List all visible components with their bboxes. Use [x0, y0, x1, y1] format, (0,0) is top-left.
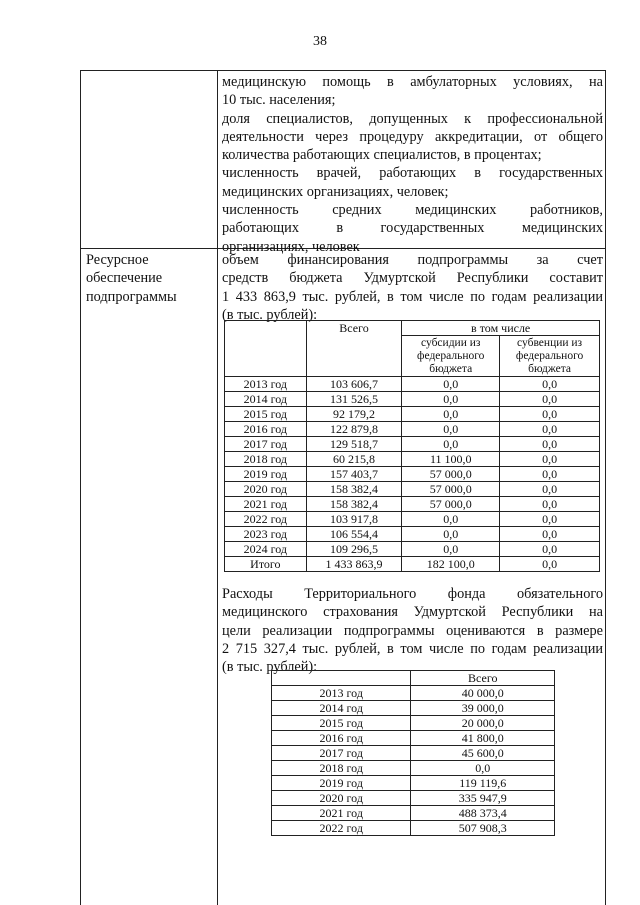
- table-row: [272, 776, 555, 791]
- total-cell: 507 908,3: [411, 821, 555, 836]
- subventions-cell: 0,0: [500, 437, 600, 452]
- year-cell: 2019 год: [225, 467, 307, 482]
- total-header: Всего: [306, 321, 402, 377]
- year-cell: 2016 год: [225, 422, 307, 437]
- subventions-cell: 0,0: [500, 422, 600, 437]
- subventions-cell: 0,0: [500, 392, 600, 407]
- total-cell: 1 433 863,9: [306, 557, 402, 572]
- text-line: количества работающих специалистов, в процентах;: [222, 147, 542, 164]
- subsidies-cell: 0,0: [402, 407, 500, 422]
- subventions-cell: 0,0: [500, 482, 600, 497]
- table-row: [225, 527, 600, 542]
- table-row: [225, 437, 600, 452]
- text-line: доля специалистов, допущенных к профессиональной: [222, 110, 603, 127]
- total-cell: 39 000,0: [411, 701, 555, 716]
- table-row: [272, 791, 555, 806]
- year-cell: 2019 год: [272, 776, 411, 791]
- text-line: объем финансирования подпрограммы за счет: [222, 252, 603, 268]
- total-cell: 45 600,0: [411, 746, 555, 761]
- total-cell: 60 215,8: [306, 452, 402, 467]
- text-line: деятельности через процедуру аккредитации, от общего: [222, 128, 603, 145]
- total-cell: 119 119,6: [411, 776, 555, 791]
- table-row: [225, 497, 600, 512]
- text-line: Расходы Территориального фонда обязательного: [222, 586, 603, 602]
- table-row: [272, 761, 555, 776]
- year-cell: 2017 год: [272, 746, 411, 761]
- table-row: [225, 407, 600, 422]
- text-line: медицинскую помощь в амбулаторных условиях, на: [222, 74, 603, 90]
- table-row: [272, 731, 555, 746]
- text-line: 1 433 863,9 тыс. рублей, в том числе по годам реализации: [222, 288, 603, 305]
- table-row: [225, 542, 600, 557]
- page-number: 38: [313, 34, 327, 49]
- subsidies-cell: 0,0: [402, 437, 500, 452]
- table-row: [272, 716, 555, 731]
- table-row: [225, 377, 600, 392]
- subsidies-cell: 57 000,0: [402, 467, 500, 482]
- subventions-cell: 0,0: [500, 377, 600, 392]
- total-cell: 0,0: [411, 761, 555, 776]
- text-line: медицинского страхования Удмуртской Республики на: [222, 604, 603, 621]
- subsidies-cell: 0,0: [402, 422, 500, 437]
- subventions-cell: 0,0: [500, 497, 600, 512]
- table-row: [272, 821, 555, 836]
- section-label: [86, 251, 214, 306]
- subsidies-cell: 11 100,0: [402, 452, 500, 467]
- total-cell: 129 518,7: [306, 437, 402, 452]
- subventions-cell: 0,0: [500, 557, 600, 572]
- text-line: организациях, человек: [222, 238, 360, 255]
- year-cell: 2017 год: [225, 437, 307, 452]
- funding-paragraph: [222, 251, 603, 324]
- text-line: 10 тыс. населения;: [222, 92, 336, 109]
- total-cell: 158 382,4: [306, 482, 402, 497]
- year-header: [225, 321, 307, 377]
- year-cell: 2015 год: [225, 407, 307, 422]
- label-line: Ресурсное: [86, 252, 149, 268]
- year-cell: Итого: [225, 557, 307, 572]
- text-line: цели реализации подпрограммы оцениваются в размере: [222, 622, 603, 639]
- program-table: [80, 70, 606, 905]
- subventions-cell: 0,0: [500, 407, 600, 422]
- budget-table: [224, 320, 600, 572]
- total-header: Всего: [411, 671, 555, 686]
- total-cell: 103 917,8: [306, 512, 402, 527]
- table-row: [225, 452, 600, 467]
- year-cell: 2022 год: [225, 512, 307, 527]
- year-cell: 2024 год: [225, 542, 307, 557]
- text-line: средств бюджета Удмуртской Республики составит: [222, 270, 603, 287]
- subventions-cell: 0,0: [500, 467, 600, 482]
- total-cell: 92 179,2: [306, 407, 402, 422]
- year-cell: 2014 год: [272, 701, 411, 716]
- total-cell: 158 382,4: [306, 497, 402, 512]
- subsidies-cell: 0,0: [402, 542, 500, 557]
- column-divider: [217, 71, 218, 905]
- total-cell: 157 403,7: [306, 467, 402, 482]
- total-cell: 40 000,0: [411, 686, 555, 701]
- table-row: [225, 557, 600, 572]
- subsidies-cell: 0,0: [402, 377, 500, 392]
- table-row: [225, 467, 600, 482]
- year-cell: 2023 год: [225, 527, 307, 542]
- table-row: [272, 746, 555, 761]
- total-cell: 106 554,4: [306, 527, 402, 542]
- year-cell: 2018 год: [225, 452, 307, 467]
- total-cell: 131 526,5: [306, 392, 402, 407]
- subsidies-cell: 0,0: [402, 527, 500, 542]
- subventions-cell: 0,0: [500, 512, 600, 527]
- year-cell: 2020 год: [225, 482, 307, 497]
- text-line: (в тыс. рублей):: [222, 659, 318, 676]
- table-row: [225, 482, 600, 497]
- total-cell: 109 296,5: [306, 542, 402, 557]
- year-cell: 2014 год: [225, 392, 307, 407]
- text-line: (в тыс. рублей):: [222, 306, 318, 323]
- label-line: обеспечение: [86, 270, 163, 287]
- total-cell: 41 800,0: [411, 731, 555, 746]
- subsidies-header: субсидии из федерального бюджета: [402, 336, 500, 377]
- year-cell: 2020 год: [272, 791, 411, 806]
- table-row: [272, 686, 555, 701]
- subventions-cell: 0,0: [500, 452, 600, 467]
- year-cell: 2013 год: [225, 377, 307, 392]
- subsidies-cell: 57 000,0: [402, 497, 500, 512]
- year-cell: 2015 год: [272, 716, 411, 731]
- year-header: [272, 671, 411, 686]
- text-line: численность врачей, работающих в государственных: [222, 165, 603, 182]
- total-cell: 488 373,4: [411, 806, 555, 821]
- subsidies-cell: 182 100,0: [402, 557, 500, 572]
- year-cell: 2021 год: [225, 497, 307, 512]
- fund-table: [271, 670, 555, 836]
- indicators-paragraph: [222, 73, 603, 256]
- subventions-header: субвенции из федерального бюджета: [500, 336, 600, 377]
- year-cell: 2022 год: [272, 821, 411, 836]
- total-cell: 103 606,7: [306, 377, 402, 392]
- table-row: [225, 512, 600, 527]
- table-row: [272, 806, 555, 821]
- text-line: медицинских организациях, человек;: [222, 183, 449, 200]
- fund-paragraph: [222, 585, 603, 676]
- text-line: численность средних медицинских работников,: [222, 202, 603, 219]
- text-line: работающих в государственных медицинских: [222, 220, 603, 237]
- year-cell: 2013 год: [272, 686, 411, 701]
- group-header: в том числе: [402, 321, 600, 336]
- subsidies-cell: 0,0: [402, 392, 500, 407]
- subventions-cell: 0,0: [500, 527, 600, 542]
- year-cell: 2018 год: [272, 761, 411, 776]
- text-line: 2 715 327,4 тыс. рублей, в том числе по годам реализации: [222, 640, 603, 657]
- total-cell: 335 947,9: [411, 791, 555, 806]
- table-row: [225, 422, 600, 437]
- subsidies-cell: 57 000,0: [402, 482, 500, 497]
- table-row: [225, 392, 600, 407]
- label-line: подпрограммы: [86, 288, 177, 305]
- year-cell: 2021 год: [272, 806, 411, 821]
- subventions-cell: 0,0: [500, 542, 600, 557]
- total-cell: 122 879,8: [306, 422, 402, 437]
- year-cell: 2016 год: [272, 731, 411, 746]
- table-row: [272, 701, 555, 716]
- subsidies-cell: 0,0: [402, 512, 500, 527]
- total-cell: 20 000,0: [411, 716, 555, 731]
